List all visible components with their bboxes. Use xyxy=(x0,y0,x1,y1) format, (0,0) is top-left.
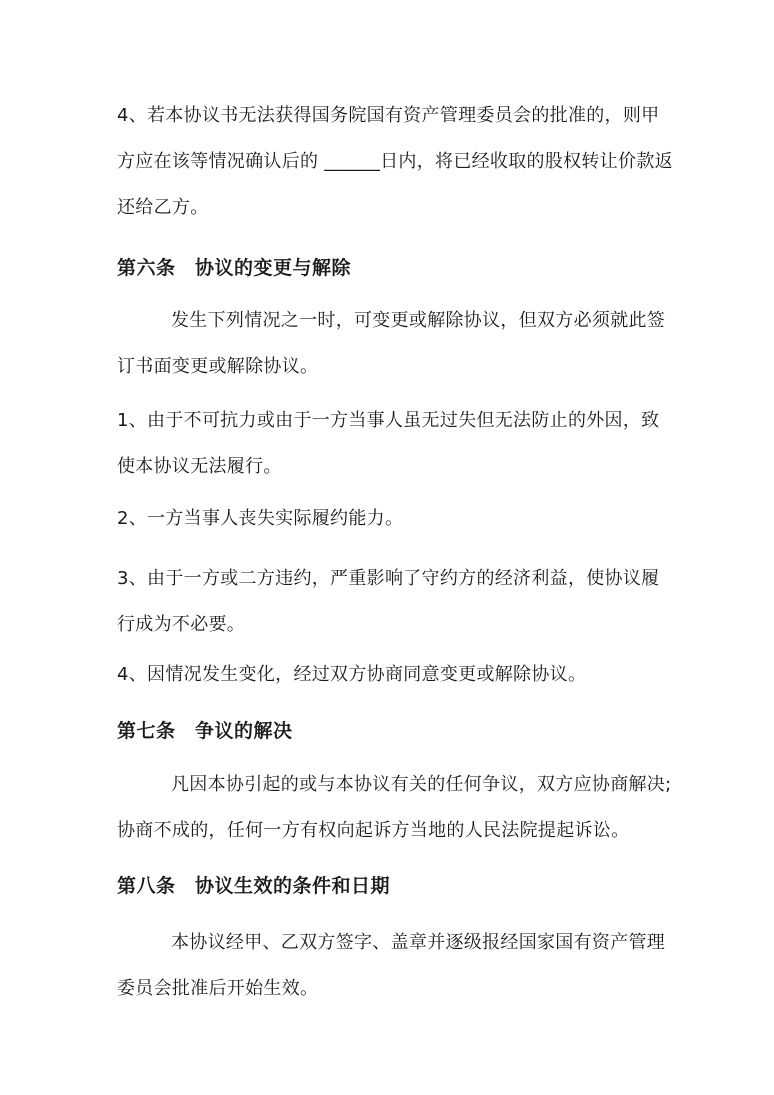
section5-item4: 4、若本协议书无法获得国务院国有资产管理委员会的批准的，则甲方应在该等情况确认后的 ______日内，将已经收取的股权转让价款返还给乙方。 xyxy=(117,105,673,218)
section7-heading: 第七条 争议的解决 xyxy=(117,720,293,742)
section6-item4: 4、因情况发生变化，经过双方协商同意变更或解除协议。 xyxy=(117,664,587,685)
section7-body: 凡因本协引起的或与本协议有关的任何争议，双方应协商解决;协商不成的，任何一方有权向起诉方当地的人民法院提起诉讼。 xyxy=(117,774,672,841)
section8-body: 本协议经甲、乙双方签字、盖章并逐级报经国家国有资产管理委员会批准后开始生效。 xyxy=(117,932,666,999)
section6-item3: 3、由于一方或二方违约，严重影响了守约方的经济利益，使协议履行成为不必要。 xyxy=(117,568,660,635)
section6-item2: 2、一方当事人丧失实际履约能力。 xyxy=(117,508,404,529)
section6-intro: 发生下列情况之一时，可变更或解除协议，但双方必须就此签订书面变更或解除协议。 xyxy=(117,310,666,377)
section6-heading: 第六条 协议的变更与解除 xyxy=(117,257,352,279)
section8-heading: 第八条 协议生效的条件和日期 xyxy=(117,875,391,897)
section6-item1: 1、由于不可抗力或由于一方当事人虽无过失但无法防止的外因，致使本协议无法履行。 xyxy=(117,410,660,477)
